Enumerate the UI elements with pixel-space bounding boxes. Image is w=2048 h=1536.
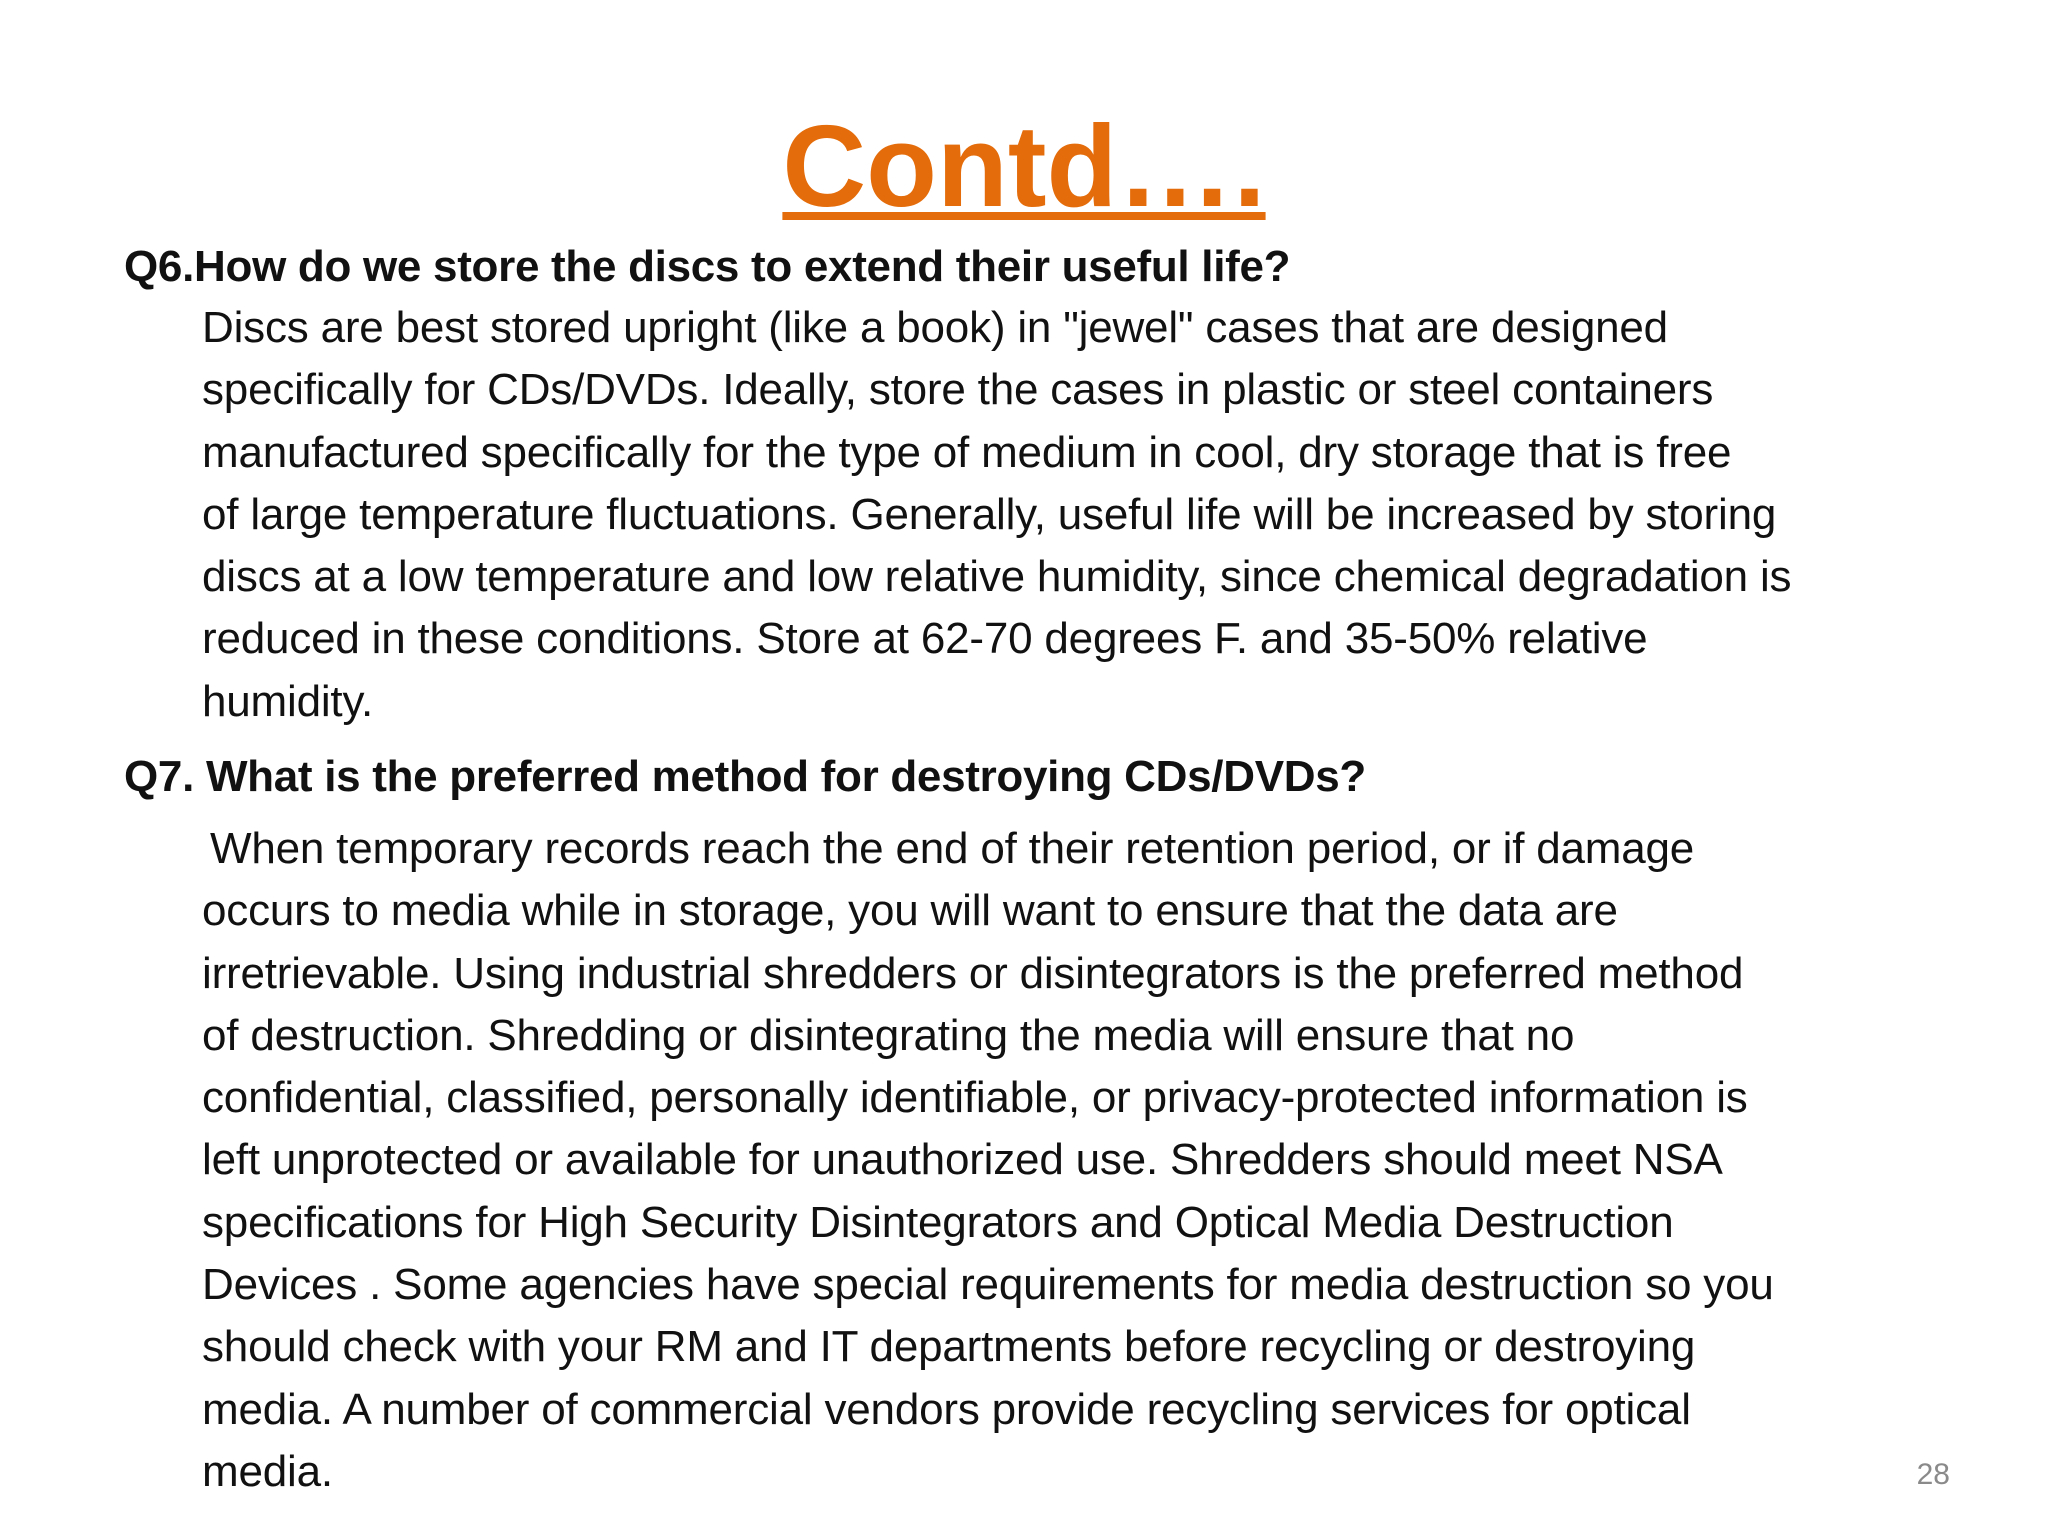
answer-line: irretrievable. Using industrial shredders or disintegrators is the preferred method: [202, 948, 1744, 998]
answer-q7: [202, 818, 1962, 1503]
answer-line: When temporary records reach the end of their retention period, or if damage: [210, 824, 1695, 873]
answer-line: of large temperature fluctuations. Generally, useful life will be increased by storing: [202, 489, 1777, 539]
question-q7: Q7. What is the preferred method for destroying CDs/DVDs?: [124, 752, 1366, 801]
answer-line: Discs are best stored upright (like a book) in "jewel" cases that are designed: [202, 303, 1668, 352]
answer-line: Devices . Some agencies have special requirements for media destruction so you: [202, 1260, 1774, 1310]
answer-line: should check with your RM and IT departments before recycling or destroying: [202, 1322, 1696, 1372]
answer-line: of destruction. Shredding or disintegrating the media will ensure that no: [202, 1010, 1575, 1060]
answer-line: confidential, classified, personally identifiable, or privacy-protected information is: [202, 1073, 1748, 1123]
answer-line: discs at a low temperature and low relative humidity, since chemical degradation is: [202, 552, 1792, 602]
answer-line: media. A number of commercial vendors provide recycling services for optical: [202, 1384, 1691, 1434]
answer-line: reduced in these conditions. Store at 62-70 degrees F. and 35-50% relative: [202, 614, 1648, 664]
answer-line: media.: [202, 1446, 333, 1496]
answer-line: specifically for CDs/DVDs. Ideally, store the cases in plastic or steel containers: [202, 365, 1714, 415]
answer-line: manufactured specifically for the type of medium in cool, dry storage that is free: [202, 427, 1732, 477]
answer-line: left unprotected or available for unauthorized use. Shredders should meet NSA: [202, 1135, 1723, 1185]
answer-line: occurs to media while in storage, you will want to ensure that the data are: [202, 886, 1618, 936]
slide-title: [0, 100, 2048, 233]
answer-line: humidity.: [202, 676, 373, 726]
page-number: 28: [1916, 1458, 1950, 1491]
question-q6: Q6.How do we store the discs to extend their useful life?: [124, 242, 1291, 291]
answer-q6: [202, 297, 1962, 733]
answer-line: specifications for High Security Disintegrators and Optical Media Destruction: [202, 1197, 1674, 1247]
slide-title-text: Contd….: [782, 101, 1266, 231]
